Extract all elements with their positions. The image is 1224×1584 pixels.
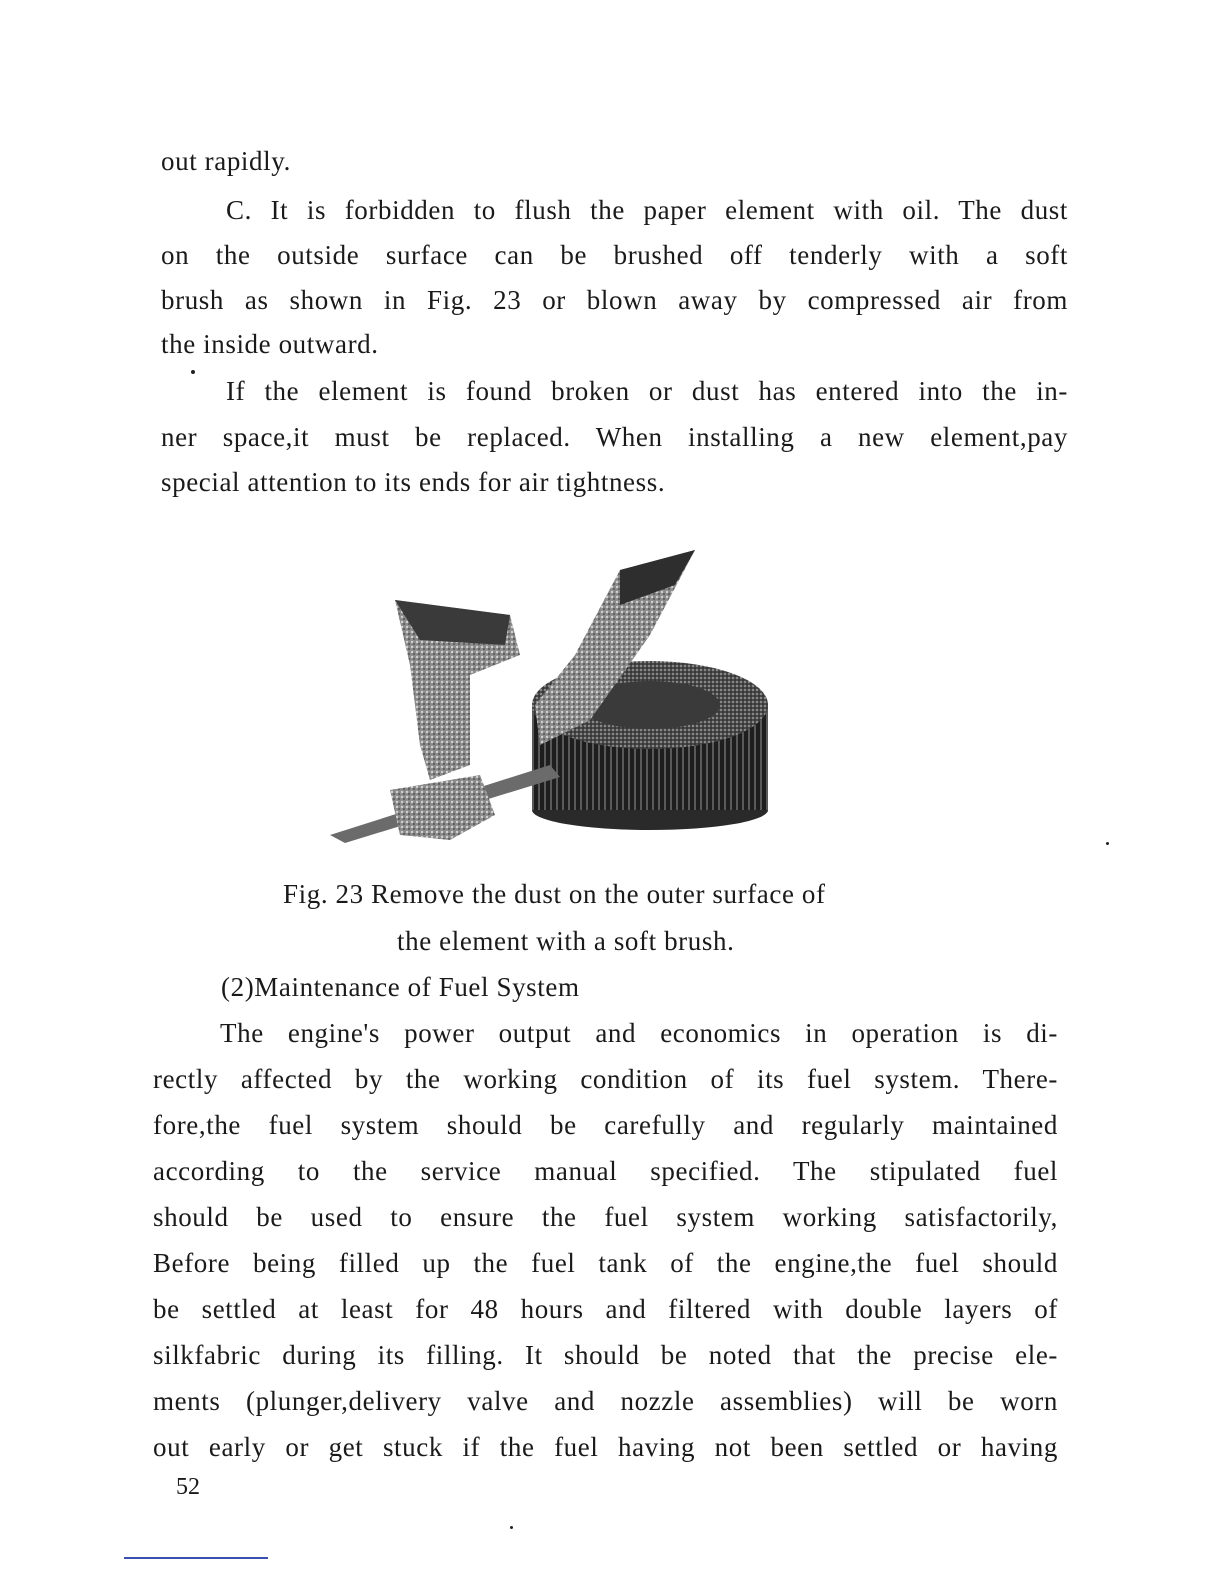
text-line: C. It is forbidden to flush the paper element with oil. The dust — [226, 195, 1068, 225]
text-line: be settled at least for 48 hours and filtered with double layers of — [153, 1294, 1058, 1324]
text-line: ments (plunger,delivery valve and nozzle assemblies) will be worn — [153, 1386, 1058, 1416]
text-line: silkfabric during its filling. It should be noted that the precise ele- — [153, 1340, 1058, 1370]
text-line: out rapidly. — [161, 146, 291, 176]
text-line: should be used to ensure the fuel system working satisfactorily, — [153, 1202, 1058, 1232]
text-line: If the element is found broken or dust has entered into the in- — [226, 376, 1068, 406]
text-line: The engine's power output and economics in operation is di- — [220, 1018, 1058, 1048]
scan-speck — [510, 1526, 513, 1529]
text-line: fore,the fuel system should be carefully and regularly maintained — [153, 1110, 1058, 1140]
text-line: on the outside surface can be brushed off tenderly with a soft — [161, 240, 1068, 270]
text-line: according to the service manual specified. The stipulated fuel — [153, 1156, 1058, 1186]
text-line: brush as shown in Fig. 23 or blown away by compressed air from — [161, 285, 1068, 315]
text-line: special attention to its ends for air tightness. — [161, 467, 666, 497]
section-heading: (2)Maintenance of Fuel System — [221, 972, 580, 1002]
text-line: the inside outward. — [161, 329, 379, 359]
text-line: Before being filled up the fuel tank of the engine,the fuel should — [153, 1248, 1058, 1278]
text-line: ner space,it must be replaced. When installing a new element,pay — [161, 422, 1068, 452]
bottom-rule — [124, 1557, 268, 1559]
text-line: rectly affected by the working condition of its fuel system. There- — [153, 1064, 1058, 1094]
page-number: 52 — [176, 1474, 200, 1500]
figure-caption-line: Fig. 23 Remove the dust on the outer surface of — [283, 879, 826, 909]
scan-speck — [191, 370, 195, 374]
scan-speck — [1106, 842, 1109, 845]
text-line: out early or get stuck if the fuel having not been settled or having — [153, 1432, 1058, 1462]
figure-caption-line: the element with a soft brush. — [397, 926, 735, 956]
figure-23-image — [320, 545, 770, 845]
